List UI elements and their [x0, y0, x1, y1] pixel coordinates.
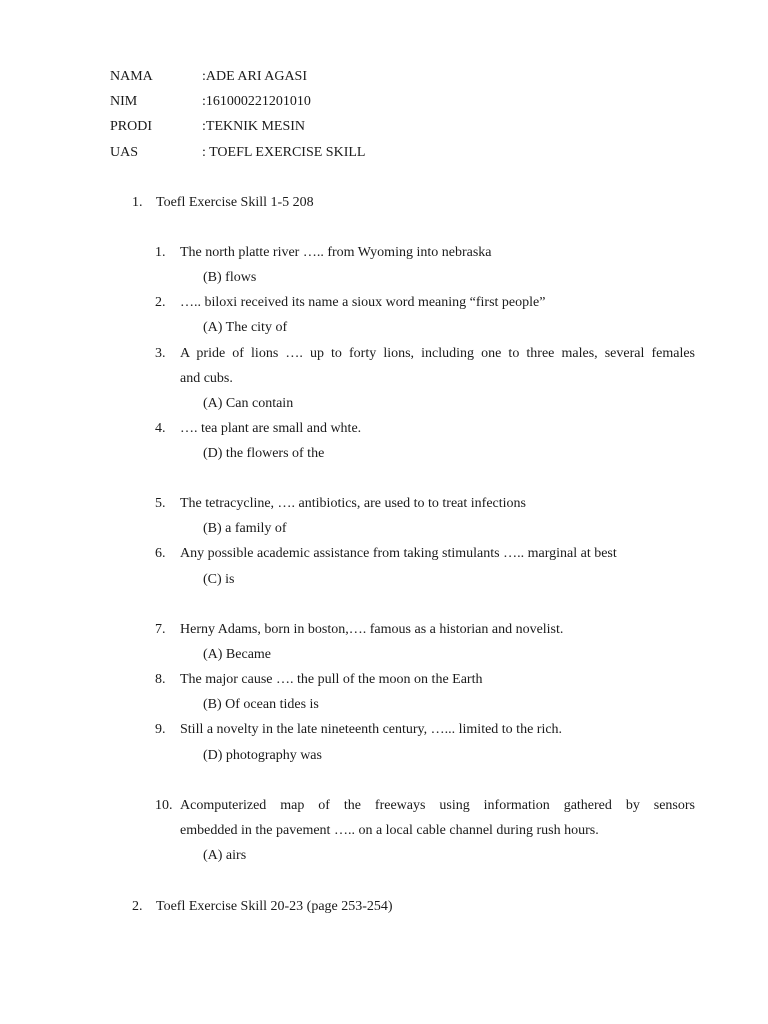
name-value: :ADE ARI AGASI	[202, 69, 308, 84]
nim-label: NIM	[110, 94, 138, 109]
nim-value: :161000221201010	[202, 94, 311, 109]
question-text: …. tea plant are small and whte.	[180, 421, 362, 436]
question-number: 5.	[155, 496, 166, 511]
question-text: The north platte river ….. from Wyoming into nebraska	[180, 245, 492, 260]
question-number: 6.	[155, 546, 166, 561]
question-number: 4.	[155, 421, 166, 436]
prodi-label: PRODI	[110, 119, 153, 134]
question-text: ….. biloxi received its name a sioux word meaning “first people”	[180, 295, 546, 310]
question-answer: (A) Became	[203, 647, 272, 662]
section-number: 1.	[132, 195, 143, 210]
question-number: 3.	[155, 346, 166, 361]
prodi-value: :TEKNIK MESIN	[202, 119, 306, 134]
question-text-continued: and cubs.	[180, 371, 233, 386]
question-number: 1.	[155, 245, 166, 260]
section-title: Toefl Exercise Skill 20-23 (page 253-254)	[156, 899, 393, 914]
question-number: 9.	[155, 722, 166, 737]
question-number: 7.	[155, 622, 166, 637]
question-answer: (B) Of ocean tides is	[203, 697, 319, 712]
question-text: Herny Adams, born in boston,…. famous as a historian and novelist.	[180, 622, 564, 637]
question-answer: (A) Can contain	[203, 396, 294, 411]
question-number: 2.	[155, 295, 166, 310]
section-title: Toefl Exercise Skill 1-5 208	[156, 195, 314, 210]
question-text-continued: embedded in the pavement ….. on a local cable channel during rush hours.	[180, 823, 599, 838]
question-answer: (C) is	[203, 572, 235, 587]
question-text: Still a novelty in the late nineteenth century, …... limited to the rich.	[180, 722, 563, 737]
section-number: 2.	[132, 899, 143, 914]
uas-value: : TOEFL EXERCISE SKILL	[202, 145, 366, 160]
question-number: 8.	[155, 672, 166, 687]
name-label: NAMA	[110, 69, 153, 84]
question-text: A pride of lions …. up to forty lions, including one to three males, several females	[180, 346, 695, 361]
uas-label: UAS	[110, 145, 139, 160]
question-text: Acomputerized map of the freeways using information gathered by sensors	[180, 798, 695, 813]
question-answer: (B) a family of	[203, 521, 287, 536]
question-text: The tetracycline, …. antibiotics, are used to to treat infections	[180, 496, 526, 511]
question-number: 10.	[155, 798, 173, 813]
question-answer: (A) The city of	[203, 320, 288, 335]
question-text: The major cause …. the pull of the moon on the Earth	[180, 672, 483, 687]
question-answer: (A) airs	[203, 848, 247, 863]
question-answer: (B) flows	[203, 270, 257, 285]
question-answer: (D) the flowers of the	[203, 446, 325, 461]
question-text: Any possible academic assistance from taking stimulants ….. marginal at best	[180, 546, 617, 561]
question-answer: (D) photography was	[203, 748, 322, 763]
